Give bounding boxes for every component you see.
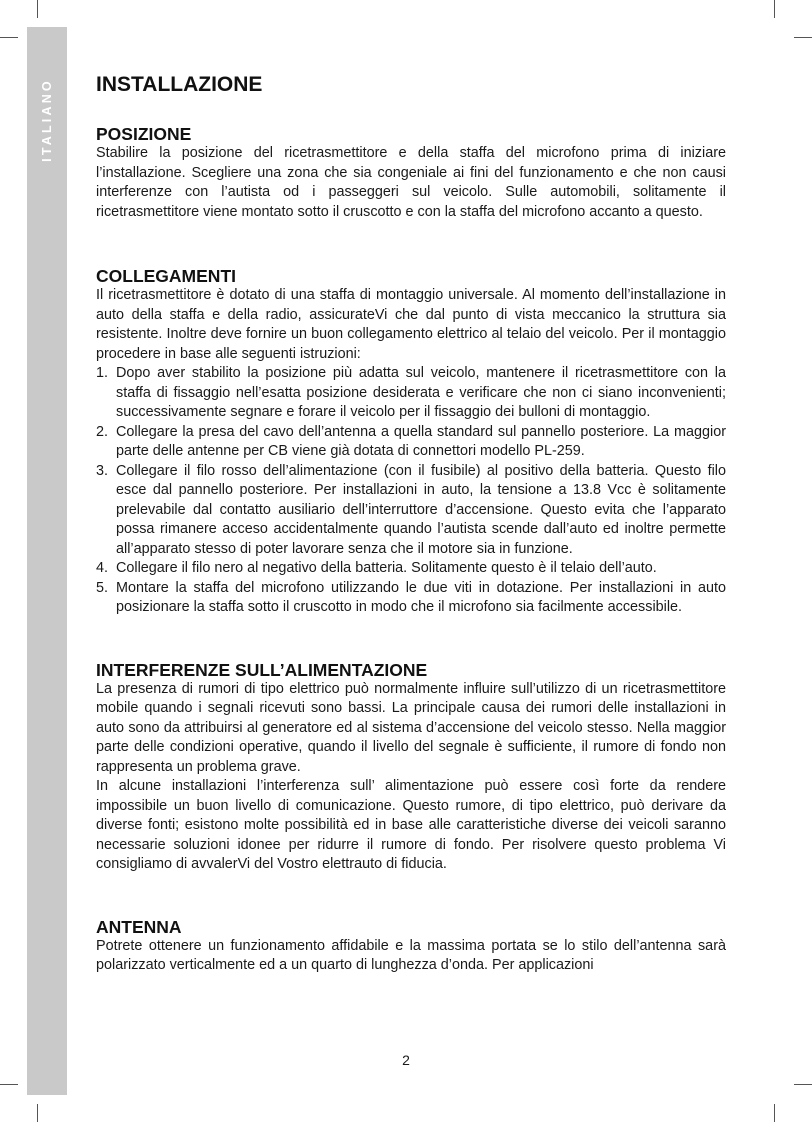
page-number: 2 — [402, 1052, 410, 1068]
list-item-text: Montare la staffa del microfono utilizzando le due viti in dotazione. Per installazioni in auto posizionare la staffa sotto il cruscotto in modo che il microfono sia facilmente accessibile. — [116, 579, 726, 615]
list-item-text: Collegare il filo rosso dell’alimentazione (con il fusibile) al positivo della batteria. Questo filo esce dal pannello posteriore. Per installazioni in auto, la tensione a 13.8 Vcc è solitamente prelevabile dal contatto ausiliario dell’interruttore d’accensione. Questo evita che l’apparato possa rimanere acceso accidentalmente quando l’autista scende dall’auto ed inoltre permette all’apparato stesso di poter lavorare senza che il motore sia in funzione. — [116, 462, 726, 557]
paragraph: Il ricetrasmettitore è dotato di una staffa di montaggio universale. Al momento dell’installazione in auto della staffa e della radio, assicurateVi che dal punto di vista meccanico la struttura sia resistente. Inoltre deve fornire un buon collegamento elettrico al telaio del veicolo. Per il montaggio procedere in base alle seguenti istruzioni: — [96, 287, 726, 362]
list-item-number: 1. — [96, 365, 109, 381]
list-item — [96, 364, 726, 423]
list-item — [96, 579, 726, 618]
list-item-text: Collegare la presa del cavo dell’antenna a quella standard sul pannello posteriore. La maggior parte delle antenne per CB viene già dotata di connettori modello PL-259. — [116, 423, 726, 459]
section-heading: ANTENNA — [96, 916, 182, 937]
list-item-number: 2. — [96, 423, 109, 440]
list-item-number: 4. — [96, 560, 109, 576]
section-interferenze — [96, 660, 726, 875]
paragraph: In alcune installazioni l’interferenza sull’ alimentazione può essere così forte da rendere impossibile un buon livello di comunicazione. Questo rumore, di tipo elettrico, può derivare da diverse fonti; esistono molte possibilità ed in base alle caratteristiche diverse dei veicoli saranno necessarie soluzioni idonee per ridurre il rumore di fondo. Per risolvere questo problema Vi consigliamo di avvalerVi del Vostro elettrauto di fiducia. — [96, 778, 726, 872]
section-heading: POSIZIONE — [96, 124, 192, 144]
installation-steps — [96, 364, 726, 618]
crop-mark-top-left-v — [37, 0, 38, 18]
language-sidebar — [27, 27, 67, 1095]
crop-mark-bottom-left-h — [0, 1084, 18, 1085]
crop-mark-top-right-v — [774, 0, 775, 18]
crop-mark-top-left-h — [0, 37, 18, 38]
list-item-text: Collegare il filo nero al negativo della batteria. Solitamente questo è il telaio dell’auto. — [116, 560, 657, 576]
list-item-text: Dopo aver stabilito la posizione più adatta sul veicolo, mantenere il ricetrasmettitore con la staffa di fissaggio nell’esatta posizione desiderata e verificare che non ci siano inconvenienti; successivamente segnare e forare il veicolo per il fissaggio dei bulloni di montaggio. — [116, 365, 726, 420]
list-item — [96, 462, 726, 560]
page-content — [96, 72, 726, 976]
crop-mark-bottom-right-h — [794, 1084, 812, 1085]
crop-mark-top-right-h — [794, 37, 812, 38]
section-heading: COLLEGAMENTI — [96, 266, 236, 286]
crop-mark-bottom-right-v — [774, 1104, 775, 1122]
section-posizione — [96, 124, 726, 222]
page-title: INSTALLAZIONE — [96, 73, 263, 96]
section-heading: INTERFERENZE SULL’ALIMENTAZIONE — [96, 659, 428, 680]
list-item — [96, 423, 726, 462]
section-collegamenti — [96, 266, 726, 618]
paragraph: Stabilire la posizione del ricetrasmettitore e della staffa del microfono prima di iniziare l’installazione. Scegliere una zona che sia congeniale ai fini del funzionamento e che non causi interferenze con l’autista od i passeggeri sul veicolo. Sulle automobili, solitamente il ricetrasmettitore viene montato sotto il cruscotto e con la staffa del microfono accanto a questo. — [96, 145, 726, 220]
section-antenna — [96, 917, 726, 976]
list-item — [96, 559, 726, 579]
crop-mark-bottom-left-v — [37, 1104, 38, 1122]
list-item-number: 5. — [96, 579, 109, 596]
paragraph: La presenza di rumori di tipo elettrico può normalmente influire sull’utilizzo di un ricetrasmettitore mobile quando i segnali ricevuti sono bassi. La principale causa dei rumori delle installazioni in auto sono da attribuirsi al generatore ed al sistema d’accensione del veicolo stesso. Nella maggior parte delle condizioni operative, quando il livello del segnale è sufficiente, il rumore di fondo non rappresenta un problema grave. — [96, 680, 726, 775]
list-item-number: 3. — [96, 462, 109, 479]
language-label: ITALIANO — [40, 78, 54, 162]
paragraph: Potrete ottenere un funzionamento affidabile e la massima portata se lo stilo dell’antenna sarà polarizzato verticalmente ed a un quarto di lunghezza d’onda. Per applicazioni — [96, 937, 726, 973]
